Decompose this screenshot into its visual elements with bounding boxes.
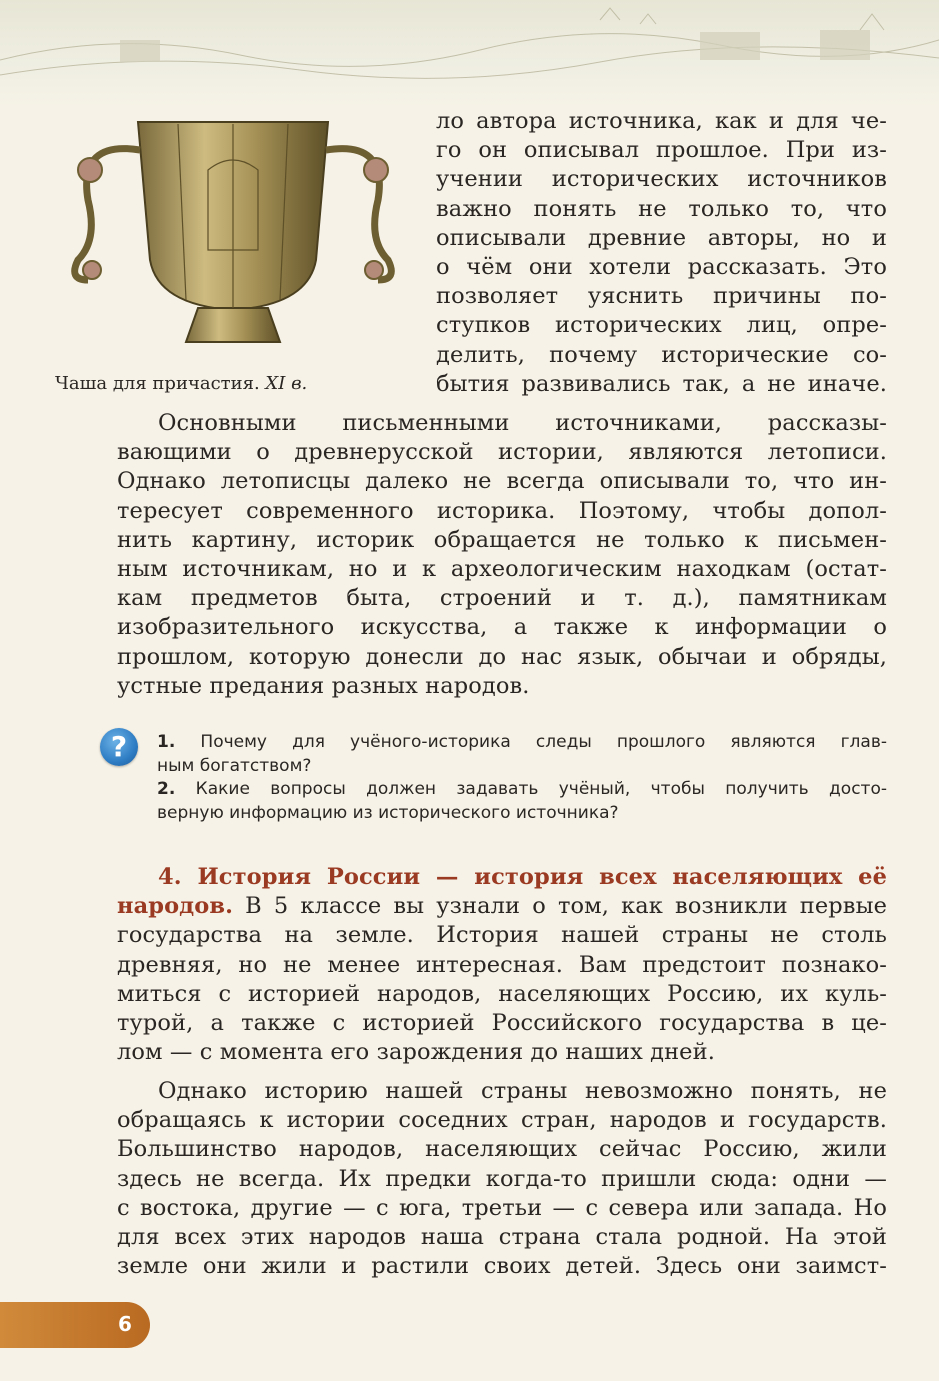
page-number-tab xyxy=(0,1302,150,1348)
decorative-banner xyxy=(0,0,939,108)
text-line: важно понять не только то, что xyxy=(436,195,887,222)
text-line: го он описывал прошлое. При из- xyxy=(436,137,887,164)
text-line: народов. В 5 классе вы узнали о том, как возникли первые xyxy=(117,893,887,920)
text-line: для всех этих народов наша страна стала родной. На этой xyxy=(117,1224,887,1251)
section-4 xyxy=(117,863,887,1067)
text-line: позволяет уяснить причины по- xyxy=(436,283,887,310)
text-line: описывали древние авторы, но и xyxy=(436,224,887,251)
text-line: обращаясь к истории соседних стран, народов и государств. xyxy=(117,1107,887,1134)
chalice-illustration xyxy=(58,110,408,370)
text-line: нить картину, историк обращается не только к письмен- xyxy=(117,526,887,553)
text-line: древняя, но не менее интересная. Вам предстоит познако- xyxy=(117,951,887,978)
text-line: ступков исторических лиц, опре- xyxy=(436,312,887,339)
question-1-line: ным богатством? xyxy=(157,755,312,776)
text-line: миться с историей народов, населяющих Россию, их куль- xyxy=(117,980,887,1007)
text-line: кам предметов быта, строений и т. д.), памятникам xyxy=(117,585,887,612)
text-line: Большинство народов, населяющих сейчас Россию, жили xyxy=(117,1136,887,1163)
last-paragraph xyxy=(117,1077,887,1281)
text-line: о чём они хотели рассказать. Это xyxy=(436,254,887,281)
text-line: с востока, другие — с юга, третьи — с севера или запада. Но xyxy=(117,1194,887,1221)
text-line: бытия развивались так, а не иначе. xyxy=(436,370,887,397)
question-2-line: 2. Какие вопросы должен задавать учёный, чтобы получить досто- xyxy=(157,779,887,799)
text-line: ным источникам, но и к археологическим находкам (остат- xyxy=(117,556,887,583)
section-heading: 4. История России — история всех населяющих её xyxy=(158,864,887,890)
text-line: ло автора источника, как и для че- xyxy=(436,108,887,134)
text-line: Основными письменными источниками, рассказы- xyxy=(158,410,887,436)
text-line: здесь не всегда. Их предки когда-то пришли сюда: одни — xyxy=(117,1165,887,1192)
text-line: учении исторических источников xyxy=(436,166,887,193)
text-line: изобразительного искусства, а также к информации о xyxy=(117,614,887,641)
figure-caption: Чаша для причастия. XI в. xyxy=(55,373,308,394)
top-paragraph xyxy=(436,107,887,399)
text-line: делить, почему исторические со- xyxy=(436,341,887,368)
second-paragraph xyxy=(117,409,887,701)
text-line: тересует современного историка. Поэтому, чтобы допол- xyxy=(117,497,887,524)
questions-block xyxy=(157,731,887,825)
question-2-line: верную информацию из исторического источника? xyxy=(157,802,619,823)
text-line: лом — с момента его зарождения до наших дней. xyxy=(117,1039,715,1066)
question-icon: ? xyxy=(100,728,138,766)
text-line: государства на земле. История нашей страны не столь xyxy=(117,922,887,949)
page-number: 6 xyxy=(118,1312,132,1336)
text-line: вающими о древнерусской истории, являются летописи. xyxy=(117,439,887,466)
text-line: Однако летописцы далеко не всегда описывали то, что ин- xyxy=(117,468,887,495)
text-line: прошлом, которую донесли до нас язык, обычаи и обряды, xyxy=(117,643,887,670)
text-line: устные предания разных народов. xyxy=(117,672,530,699)
text-line: земле они жили и растили своих детей. Здесь они заимст- xyxy=(117,1253,887,1280)
question-1-line: 1. Почему для учёного-историка следы прошлого являются глав- xyxy=(157,732,887,752)
text-line: турой, а также с историей Российского государства в це- xyxy=(117,1010,887,1037)
section-heading: народов. xyxy=(117,893,234,920)
text-line: Однако историю нашей страны невозможно понять, не xyxy=(158,1078,887,1104)
